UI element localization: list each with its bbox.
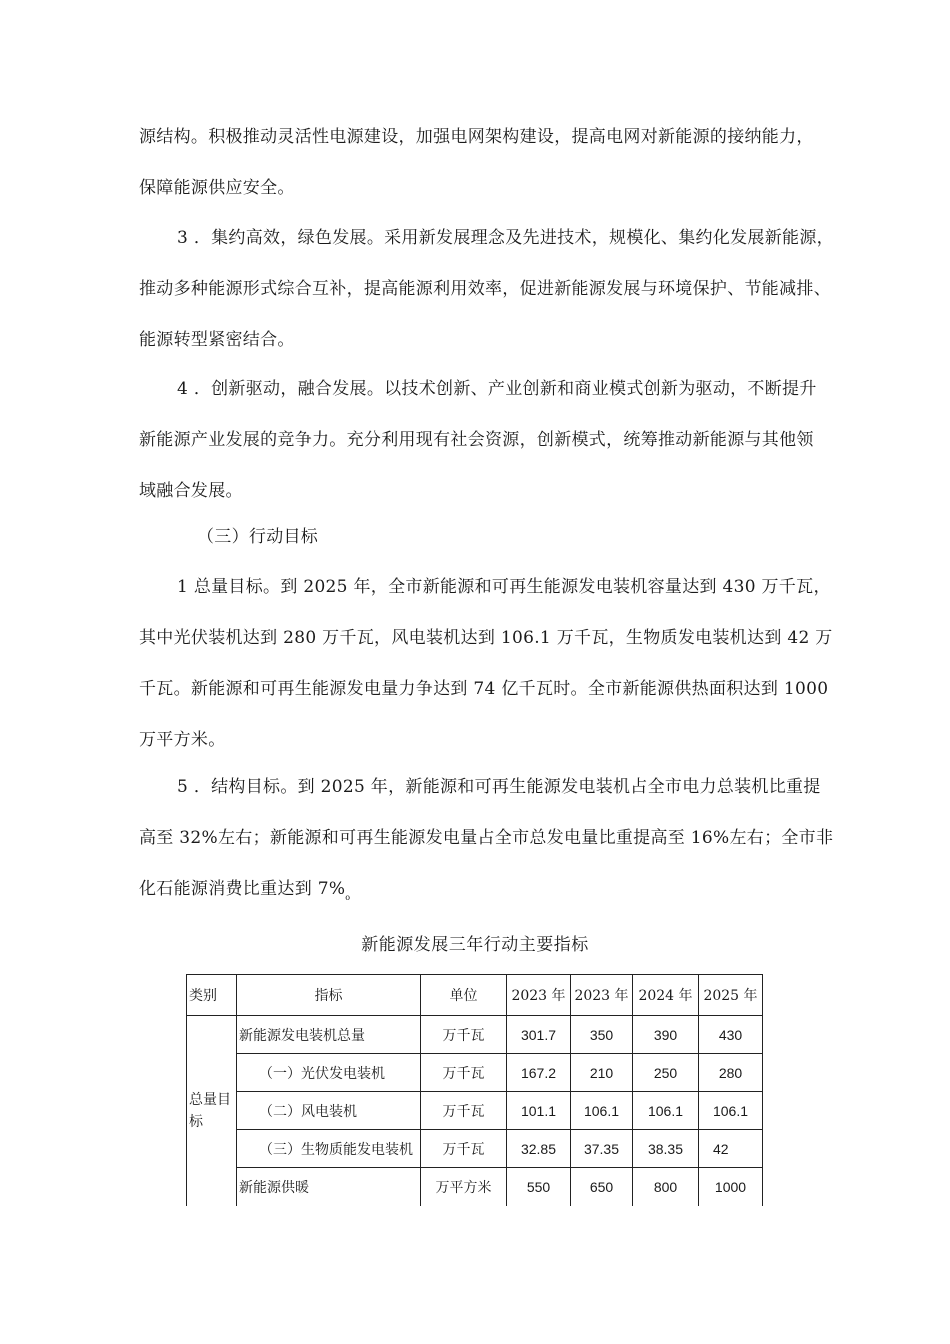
header-year: 2024 年: [633, 975, 699, 1016]
value-cell: 650: [571, 1168, 633, 1206]
paragraph-principle-3: [139, 213, 834, 366]
text-line: 3 ．集约高效，绿色发展。采用新发展理念及先进技术，规模化、集约化发展新能源，: [177, 228, 834, 248]
text-line: 其中光伏装机达到 280 万千瓦，风电装机达到 106.1 万千瓦，生物质发电装机达到 42 万: [139, 628, 833, 648]
section-heading: [139, 512, 815, 563]
table-caption: 新能源发展三年行动主要指标: [361, 935, 589, 955]
value-cell: 430: [699, 1016, 763, 1054]
value-cell: 106.1: [633, 1092, 699, 1130]
value-cell: 250: [633, 1054, 699, 1092]
value-cell: 106.1: [571, 1092, 633, 1130]
value-cell: 1000: [699, 1168, 763, 1206]
header-category: 类别: [187, 975, 237, 1016]
text-line: 能源转型紧密结合。: [139, 330, 295, 350]
category-cell: 总量目标: [187, 1016, 237, 1206]
paragraph-total-target: [139, 562, 833, 766]
text-line: 保障能源供应安全。: [139, 178, 295, 198]
value-cell: 301.7: [507, 1016, 571, 1054]
header-indicator: 指标: [237, 975, 421, 1016]
value-cell: 350: [571, 1016, 633, 1054]
table-row: [187, 1016, 763, 1054]
text-line: 5 ．结构目标。到 2025 年，新能源和可再生能源发电装机占全市电力总装机比重提: [177, 777, 821, 797]
value-cell: 32.85: [507, 1130, 571, 1168]
value-cell: 210: [571, 1054, 633, 1092]
header-year: 2025 年: [699, 975, 763, 1016]
text-line: [139, 864, 815, 923]
text-line: 1 总量目标。到 2025 年，全市新能源和可再生能源发电装机容量达到 430 万千瓦，: [177, 577, 831, 597]
value-cell: 390: [633, 1016, 699, 1054]
table-row: [187, 1168, 763, 1206]
text-line: 域融合发展。: [139, 481, 243, 501]
paragraph-energy-security: [139, 112, 815, 214]
indicator-cell: 新能源发电装机总量: [237, 1016, 421, 1054]
unit-cell: 万千瓦: [421, 1092, 507, 1130]
header-unit: 单位: [421, 975, 507, 1016]
table-header-row: [187, 975, 763, 1016]
value-cell: 167.2: [507, 1054, 571, 1092]
indicator-cell: （二）风电装机: [237, 1092, 421, 1130]
unit-cell: 万千瓦: [421, 1016, 507, 1054]
metrics-table: [186, 974, 763, 1206]
unit-cell: 万千瓦: [421, 1054, 507, 1092]
paragraph-structure-target: [139, 762, 834, 923]
table-row: [187, 1054, 763, 1092]
text-line-content: 化石能源消费比重达到 7%: [139, 879, 346, 899]
value-cell: 38.35: [633, 1130, 699, 1168]
text-line: 高至 32%左右；新能源和可再生能源发电量占全市总发电量比重提高至 16%左右；全市非: [139, 828, 834, 848]
table-row: [187, 1130, 763, 1168]
indicator-cell: （一）光伏发电装机: [237, 1054, 421, 1092]
header-year: 2023 年: [507, 975, 571, 1016]
unit-cell: 万千瓦: [421, 1130, 507, 1168]
unit-cell: 万平方米: [421, 1168, 507, 1206]
indicator-cell: （三）生物质能发电装机: [237, 1130, 421, 1168]
value-cell: 280: [699, 1054, 763, 1092]
indicator-cell: 新能源供暖: [237, 1168, 421, 1206]
period-mark: o: [345, 893, 351, 902]
value-cell: 37.35: [571, 1130, 633, 1168]
text-line: 源结构。积极推动灵活性电源建设，加强电网架构建设，提高电网对新能源的接纳能力，: [139, 127, 814, 147]
text-line: 万平方米。: [139, 730, 226, 750]
paragraph-principle-4: [139, 364, 815, 517]
text-line: 4 ．创新驱动，融合发展。以技术创新、产业创新和商业模式创新为驱动，不断提升: [177, 379, 817, 399]
value-cell: 550: [507, 1168, 571, 1206]
text-line: 新能源产业发展的竞争力。充分利用现有社会资源，创新模式，统筹推动新能源与其他领: [139, 430, 814, 450]
text-line: 千瓦。新能源和可再生能源发电量力争达到 74 亿千瓦时。全市新能源供热面积达到 1000: [139, 679, 829, 699]
value-cell: 42: [699, 1130, 763, 1168]
value-cell: 101.1: [507, 1092, 571, 1130]
heading-text: （三）行动目标: [197, 527, 319, 547]
text-line: 推动多种能源形式综合互补，提高能源利用效率，促进新能源发展与环境保护、节能减排、: [139, 279, 831, 299]
table-row: [187, 1092, 763, 1130]
header-year: 2023 年: [571, 975, 633, 1016]
value-cell: 800: [633, 1168, 699, 1206]
value-cell: 106.1: [699, 1092, 763, 1130]
